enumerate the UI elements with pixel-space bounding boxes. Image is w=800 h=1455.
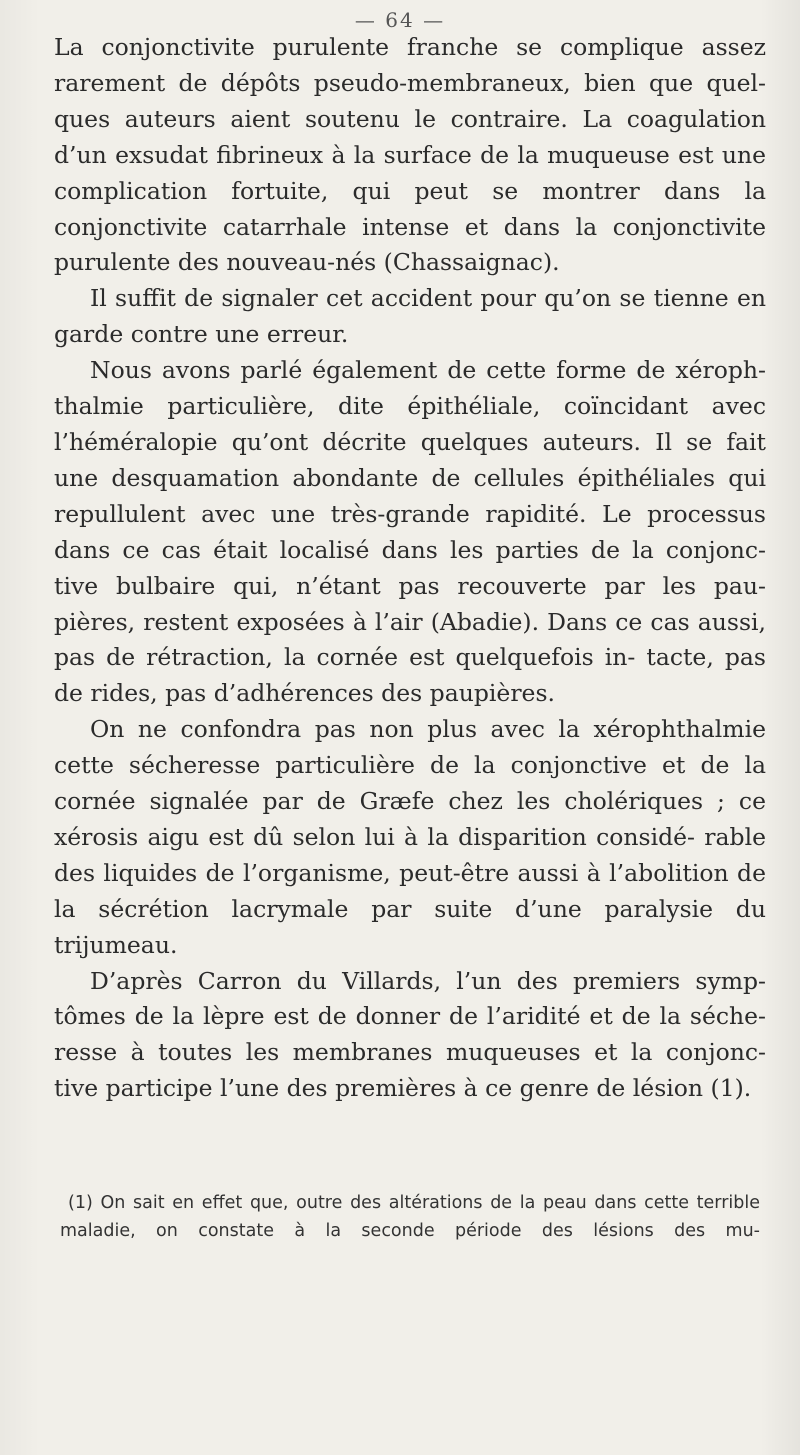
body-text <box>54 30 766 1107</box>
paragraph-accident-warning: Il suffit de signaler cet accident pour qu’on se tienne en garde contre une erreur. <box>54 284 766 349</box>
paragraph-purulent-conjunctivitis: La conjonctivite purulente franche se complique assez rarement de dépôts pseudo-membraneux, bien que quel- ques auteurs aient soutenu le contraire. La coagulation d’un exsudat fibrineux à la surface de la muqueuse est une complication fortuite, qui peut se montrer dans la conjonctivite catarrhale intense et dans la conjonctivite purulente des nouveau-nés (Chassaignac). <box>54 33 766 277</box>
paragraph-cholera-xerosis: On ne confondra pas non plus avec la xérophthalmie cette sécheresse particulière de la conjonctive et de la cornée signalée par de Græfe chez les cholériques ; ce xérosis aigu est dû selon lui à la disparition considé- rable des liquides de l’organisme, peut-être aussi à l’abolition de la sécrétion lacrymale par suite d’une paralysie du trijumeau. <box>54 715 766 959</box>
page-number: — 64 — <box>354 8 446 32</box>
paragraph-leprosy: D’après Carron du Villards, l’un des premiers symp- tômes de la lèpre est de donner de l’aridité et de la séche- resse à toutes les membranes muqueuses et la conjonc- tive participe l’une des premières à ce genre de lésion (1). <box>54 966 766 1103</box>
footnote-1: (1) On sait en effet que, outre des altérations de la peau dans cette terrible maladie, on constate à la seconde période des lésions des mu- <box>60 1193 760 1241</box>
paragraph-epithelial-xerophthalmia: Nous avons parlé également de cette forme de xéroph- thalmie particulière, dite épithéliale, coïncidant avec l’héméralopie qu’ont décrite quelques auteurs. Il se fait une desquamation abondante de cellules épithéliales qui repullulent avec une très-grande rapidité. Le processus dans ce cas était localisé dans les parties de la conjonc- tive bulbaire qui, n’étant pas recouverte par les pau- pières, restent exposées à l’air (Abadie). Dans ce cas aussi, pas de rétraction, la cornée est quelquefois in- tacte, pas de rides, pas d’adhérences des paupières. <box>54 356 766 708</box>
footnotes <box>60 1189 760 1245</box>
